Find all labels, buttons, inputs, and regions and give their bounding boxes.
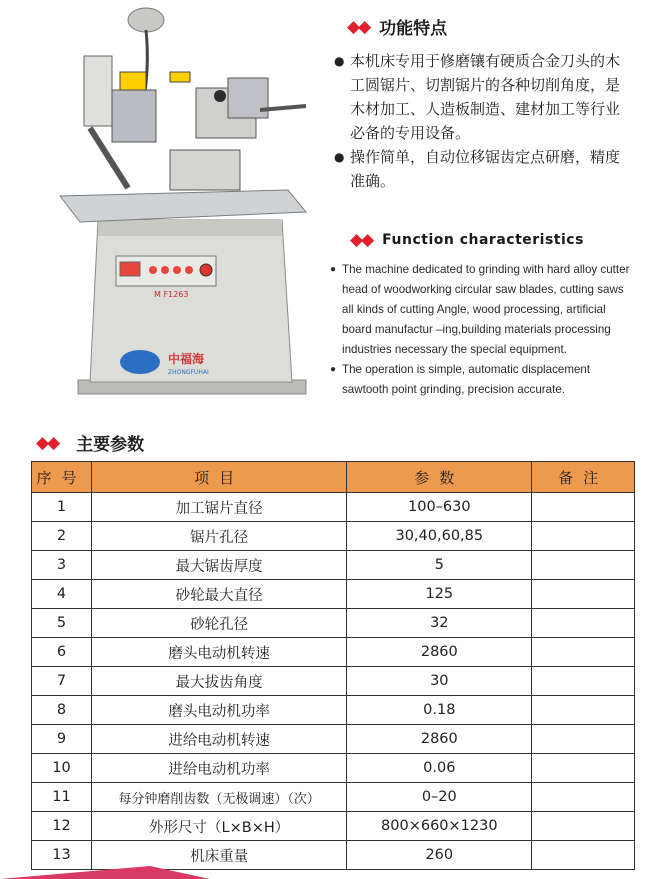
cell-index: 5	[32, 609, 92, 638]
table-row	[32, 812, 635, 841]
cell-index: 13	[32, 841, 92, 870]
features-en-header	[350, 230, 584, 250]
header-value: 参数	[347, 462, 532, 493]
cell-index: 6	[32, 638, 92, 667]
cell-note	[532, 551, 635, 580]
table-row	[32, 754, 635, 783]
cell-item: 机床重量	[91, 841, 347, 870]
cell-value: 0.06	[347, 754, 532, 783]
bullet-icon: ●	[330, 364, 337, 375]
logo-subtext: ZHONGFUHAI	[168, 369, 209, 376]
cell-index: 3	[32, 551, 92, 580]
header-note: 备注	[532, 462, 635, 493]
cell-item: 加工锯片直径	[91, 493, 347, 522]
feature-en-item: ● The machine dedicated to grinding with hard alloy cutter head of woodworking circular saw blades, cutting saws all kinds of cutting Angle, wood processing, artificial board manufactur –ing,building materials processing industries necessary the special equipment.	[330, 260, 635, 360]
cell-note	[532, 580, 635, 609]
switch-icon	[200, 264, 212, 276]
table-row	[32, 667, 635, 696]
cell-note	[532, 783, 635, 812]
bullet-icon: ●	[334, 150, 345, 164]
diamond-icon: ◆◆	[36, 432, 59, 453]
cell-index: 2	[32, 522, 92, 551]
cell-item: 最大锯齿厚度	[91, 551, 347, 580]
cell-item: 进给电动机功率	[91, 754, 347, 783]
logo-text: 中福海	[168, 352, 205, 366]
cell-value: 32	[347, 609, 532, 638]
table-row	[32, 580, 635, 609]
cell-note	[532, 812, 635, 841]
panel-label: M F1263	[154, 290, 189, 299]
display-icon	[120, 262, 140, 276]
cell-index: 11	[32, 783, 92, 812]
feature-en-item: ● The operation is simple, automatic displacement sawtooth point grinding, precision accurate.	[330, 360, 635, 400]
features-en	[330, 260, 635, 400]
cell-item: 砂轮最大直径	[91, 580, 347, 609]
table-row	[32, 783, 635, 812]
cell-index: 9	[32, 725, 92, 754]
cell-value: 260	[347, 841, 532, 870]
table-row	[32, 551, 635, 580]
lamp-icon	[128, 8, 164, 32]
features-en-title: Function characteristics	[382, 232, 584, 248]
cell-value: 30,40,60,85	[347, 522, 532, 551]
table-row	[32, 696, 635, 725]
cell-note	[532, 493, 635, 522]
cell-item: 最大拔齿角度	[91, 667, 347, 696]
header-item: 项目	[91, 462, 347, 493]
logo-icon	[120, 350, 160, 374]
cell-item: 磨头电动机转速	[91, 638, 347, 667]
table-row	[32, 638, 635, 667]
diamond-icon: ◆◆	[350, 230, 373, 250]
params-header	[36, 430, 144, 455]
button-icon	[149, 266, 157, 274]
cell-index: 7	[32, 667, 92, 696]
cell-item: 进给电动机转速	[91, 725, 347, 754]
table-row	[32, 493, 635, 522]
feature-zh-item: ● 本机床专用于修磨镶有硬质合金刀头的木工圆锯片、切割锯片的各种切削角度，是木材加工、人造板制造、建材加工等行业必备的专用设备。	[334, 49, 634, 145]
cell-item: 砂轮孔径	[91, 609, 347, 638]
features-title: 功能特点	[379, 19, 448, 39]
cell-value: 0–20	[347, 783, 532, 812]
cell-note	[532, 609, 635, 638]
footer-decoration	[0, 866, 651, 879]
grinding-head	[84, 56, 112, 126]
cell-value: 30	[347, 667, 532, 696]
button-icon	[161, 266, 169, 274]
cell-value: 2860	[347, 638, 532, 667]
cell-note	[532, 638, 635, 667]
table-row	[32, 725, 635, 754]
table-row	[32, 609, 635, 638]
cell-value: 125	[347, 580, 532, 609]
cell-note	[532, 725, 635, 754]
cell-index: 10	[32, 754, 92, 783]
table-row	[32, 522, 635, 551]
machine-image	[20, 0, 320, 412]
cell-index: 12	[32, 812, 92, 841]
params-title: 主要参数	[76, 435, 145, 455]
feature-zh-item: ● 操作简单，自动位移锯齿定点研磨，精度准确。	[334, 145, 634, 193]
button-icon	[185, 266, 193, 274]
cell-item: 锯片孔径	[91, 522, 347, 551]
cell-item: 每分钟磨削齿数（无极调速）（次）	[91, 783, 347, 812]
features-zh	[334, 49, 634, 193]
cell-note	[532, 522, 635, 551]
cell-index: 1	[32, 493, 92, 522]
machine-table	[60, 190, 306, 222]
cell-note	[532, 696, 635, 725]
features-header	[347, 14, 447, 39]
bullet-icon: ●	[334, 54, 345, 68]
cell-note	[532, 754, 635, 783]
cell-item: 外形尺寸（L×B×H）	[91, 812, 347, 841]
cell-note	[532, 667, 635, 696]
cell-value: 800×660×1230	[347, 812, 532, 841]
table-header-row	[32, 462, 635, 493]
cell-value: 0.18	[347, 696, 532, 725]
motor-icon	[112, 90, 156, 142]
cell-item: 磨头电动机功率	[91, 696, 347, 725]
bullet-icon: ●	[330, 264, 337, 275]
cell-value: 100–630	[347, 493, 532, 522]
cell-value: 2860	[347, 725, 532, 754]
diamond-icon: ◆◆	[347, 16, 370, 37]
header-index: 序号	[32, 462, 92, 493]
carriage	[170, 150, 240, 190]
params-table	[31, 461, 635, 870]
button-icon	[173, 266, 181, 274]
cell-value: 5	[347, 551, 532, 580]
cell-index: 8	[32, 696, 92, 725]
cell-index: 4	[32, 580, 92, 609]
